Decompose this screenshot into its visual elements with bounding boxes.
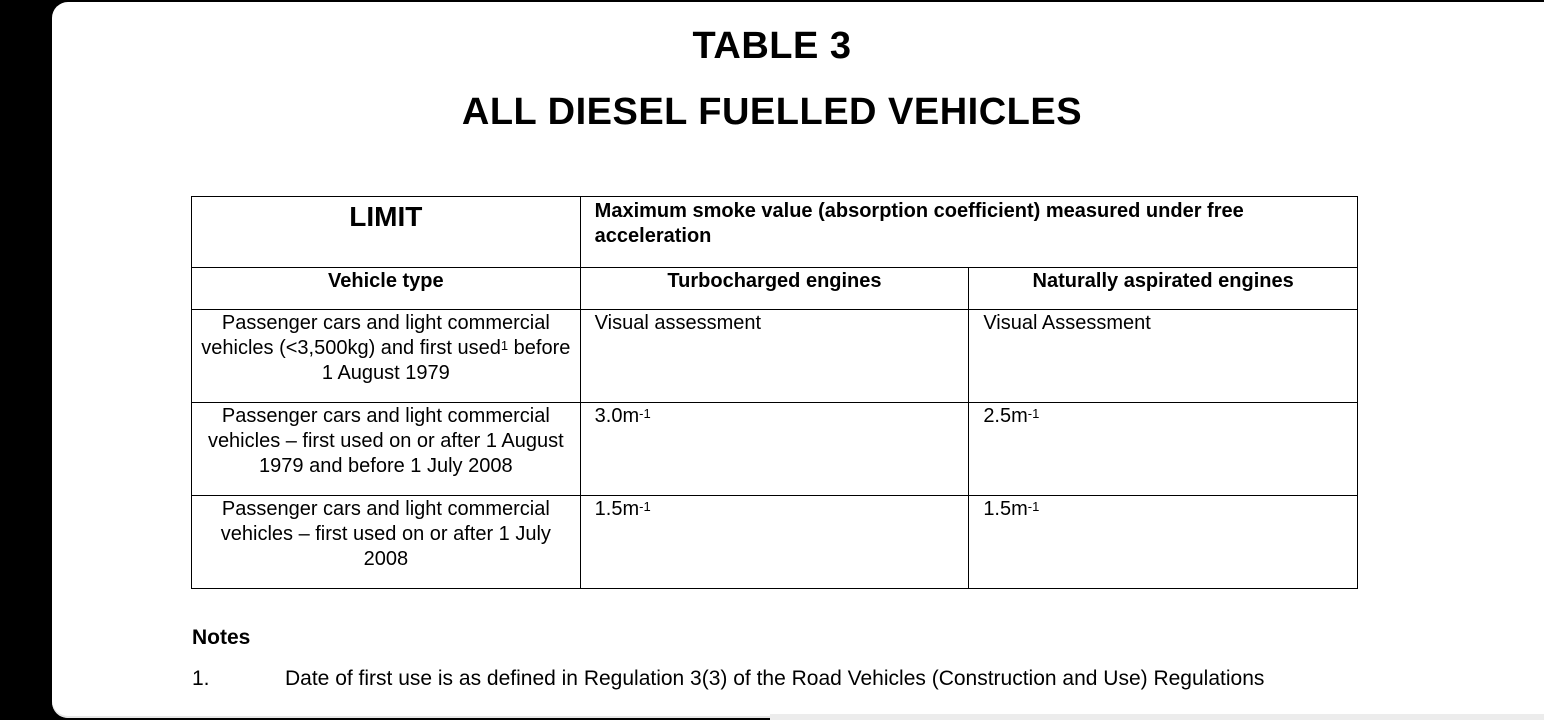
unit-exponent: -1 <box>1027 406 1040 421</box>
notes-heading: Notes <box>192 626 251 649</box>
table-subtitle: ALL DIESEL FUELLED VEHICLES <box>461 91 1083 133</box>
table-row <box>192 310 1358 403</box>
vehicle-type-text: Passenger cars and light commercial vehicles – first used on or after 1 July 2008 <box>220 498 551 570</box>
turbocharged-value-cell <box>580 310 969 403</box>
table-header-row <box>192 197 1358 268</box>
turbocharged-value: Visual assessment <box>594 312 762 334</box>
naturally-aspirated-value: 1.5m <box>983 498 1028 520</box>
unit-exponent: -1 <box>1027 499 1040 514</box>
vehicle-type-text-suffix: before 1 August 1979 <box>321 337 571 384</box>
limit-header: LIMIT <box>192 197 581 268</box>
unit-exponent: -1 <box>639 499 651 514</box>
note-number: 1. <box>192 667 210 690</box>
table-subheader-row <box>192 268 1358 310</box>
vehicle-type-cell <box>192 403 581 496</box>
footnote-reference: 1 <box>500 338 509 353</box>
vehicle-type-cell <box>192 310 581 403</box>
vehicle-type-text: Passenger cars and light commercial vehicles (<3,500kg) and first used <box>201 312 550 359</box>
turbocharged-value-cell <box>580 403 969 496</box>
page-bottom-edge <box>770 714 1544 720</box>
turbocharged-header: Turbocharged engines <box>580 268 969 310</box>
naturally-aspirated-value: 2.5m <box>983 405 1028 427</box>
turbocharged-value-cell <box>580 496 969 589</box>
naturally-aspirated-value-cell <box>969 310 1358 403</box>
table-row <box>192 403 1358 496</box>
turbocharged-value: 1.5m <box>594 498 640 520</box>
smoke-limits-table <box>191 196 1358 589</box>
measurement-header: Maximum smoke value (absorption coefficient) measured under free acceleration <box>580 197 1357 268</box>
vehicle-type-header: Vehicle type <box>192 268 581 310</box>
naturally-aspirated-header: Naturally aspirated engines <box>969 268 1358 310</box>
turbocharged-value: 3.0m <box>594 405 640 427</box>
unit-exponent: -1 <box>639 406 651 421</box>
note-text: Date of first use is as defined in Regulation 3(3) of the Road Vehicles (Construction and Use) Regulations <box>285 667 1265 690</box>
naturally-aspirated-value-cell <box>969 496 1358 589</box>
vehicle-type-text: Passenger cars and light commercial vehicles – first used on or after 1 August 1979 and before 1 July 2008 <box>207 405 564 477</box>
vehicle-type-cell <box>192 496 581 589</box>
table-row <box>192 496 1358 589</box>
naturally-aspirated-value: Visual Assessment <box>983 312 1151 334</box>
table-number-title: TABLE 3 <box>692 25 852 67</box>
naturally-aspirated-value-cell <box>969 403 1358 496</box>
